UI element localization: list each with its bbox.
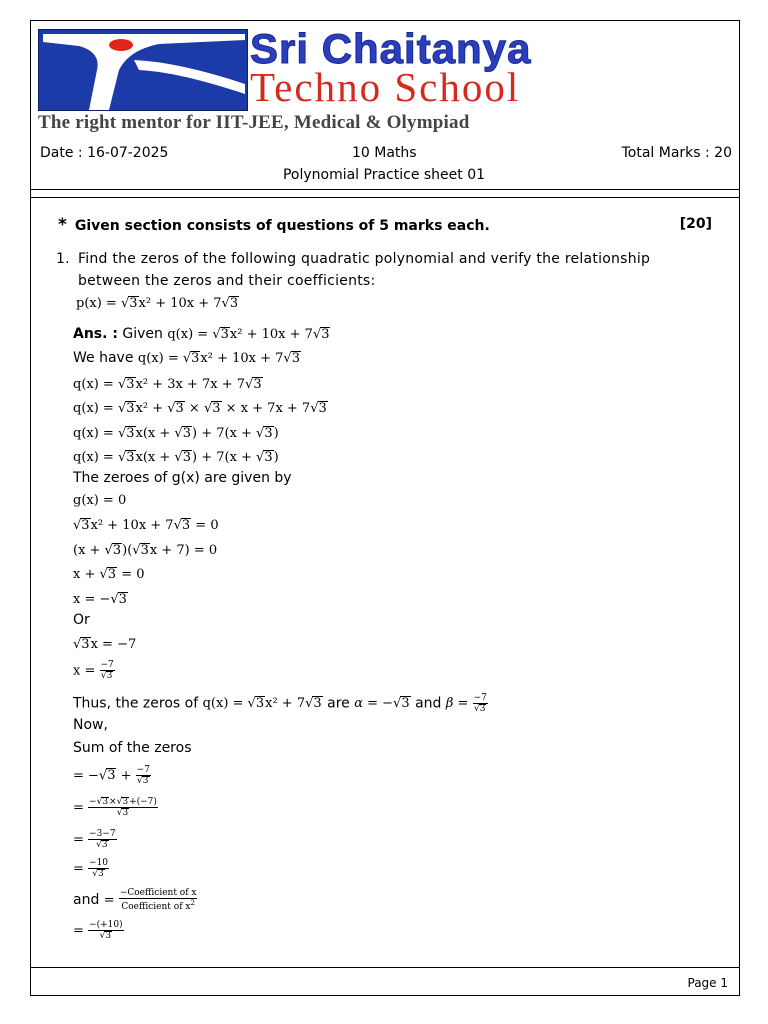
brand-subname: Techno School [250, 64, 521, 110]
subject: 10 Maths [352, 145, 417, 161]
answer-line-5: q(x) = √3x(x + √3) + 7(x + √3) [73, 426, 279, 441]
answer-line-9: (x + √3)(√3x + 7) = 0 [73, 543, 218, 558]
coef-line: and = $\frac{\text{−Coefficient of x}}{Coefficient of x^2}$ [73, 888, 197, 913]
answer-line-3: q(x) = √3x² + 3x + 7x + 7√3 [73, 377, 262, 392]
answer-label: Ans. : [73, 326, 118, 342]
answer-line-6: q(x) = √3x(x + √3) + 7(x + √3) [73, 450, 279, 465]
sum-line-3: = $\frac{-3-7}{√3}$ [73, 829, 116, 851]
header-rule-bottom [30, 197, 740, 198]
section-text: Given section consists of questions of 5 marks each. [74, 218, 490, 234]
sum-line-4: = $\frac{-10}{√3}$ [73, 858, 109, 880]
given-text: Given [122, 326, 163, 342]
coef-denominator: Coefficient of x [121, 902, 191, 913]
coef-numerator: −Coefficient of x [119, 888, 197, 898]
header-rule-top [30, 189, 740, 190]
question-1 [56, 248, 686, 292]
section-marks: [20] [679, 216, 712, 232]
and2-text: and [73, 891, 100, 908]
answer-line-13: x = $\frac{-7}{√3}$ [73, 660, 114, 682]
school-logo [38, 29, 248, 111]
are-text: are [327, 695, 350, 712]
answer-line-12: √3x = −7 [73, 637, 137, 652]
sum-line-2: = $\frac{-√3\times√3+(-7)}{√3}$ [73, 797, 157, 819]
question-text: Find the zeros of the following quadratic polynomial and verify the relationship between the zeros and their coefficients: [78, 251, 651, 289]
sum-label: Sum of the zeros [73, 740, 192, 756]
coef-line-2: = $\frac{-(+10)}{√3}$ [73, 920, 123, 942]
question-number: 1. [56, 251, 70, 267]
page-number: Page 1 [687, 976, 728, 990]
total-marks: Total Marks : 20 [621, 145, 732, 161]
answer-line-10: x + √3 = 0 [73, 567, 145, 582]
thus-text: Thus, the zeros of [73, 695, 199, 712]
we-have-text: We have [73, 350, 134, 366]
exam-date: Date : 16-07-2025 [40, 145, 169, 161]
answer-line-4: q(x) = √3x² + √3 × √3 × x + 7x + 7√3 [73, 401, 327, 416]
answer-line-7: g(x) = 0 [73, 493, 127, 508]
answer-line-8: √3x² + 10x + 7√3 = 0 [73, 518, 219, 533]
answer-line-2: We have q(x) = √3x² + 10x + 7√3 [73, 350, 300, 366]
bullet-star: * [58, 215, 67, 235]
answer-line-11: x = −√3 [73, 592, 127, 607]
question-polynomial: p(x) = √3x² + 10x + 7√3 [76, 296, 239, 311]
section-instruction [58, 217, 490, 234]
sheet-title: Polynomial Practice sheet 01 [282, 167, 486, 183]
answer-line-1: Ans. : Given q(x) = √3x² + 10x + 7√3 [73, 326, 330, 342]
brand-tagline: The right mentor for IIT-JEE, Medical & Olympiad [38, 112, 470, 133]
zeroes-intro: The zeroes of g(x) are given by [73, 470, 292, 486]
logo-emblem-icon [39, 30, 248, 111]
sum-line-1: = −√3 + $\frac{-7}{√3}$ [73, 765, 150, 787]
or-text: Or [73, 612, 90, 628]
answer-line-14: Thus, the zeros of q(x) = √3x² + 7√3 are α = −√3 and β = $\frac{-7}{√3}$ [73, 693, 487, 715]
now-text: Now, [73, 717, 108, 733]
and-text: and [415, 695, 442, 712]
coef-exponent: 2 [190, 899, 195, 908]
footer-rule [30, 967, 740, 968]
brand-name: Sri Chaitanya [250, 25, 532, 72]
